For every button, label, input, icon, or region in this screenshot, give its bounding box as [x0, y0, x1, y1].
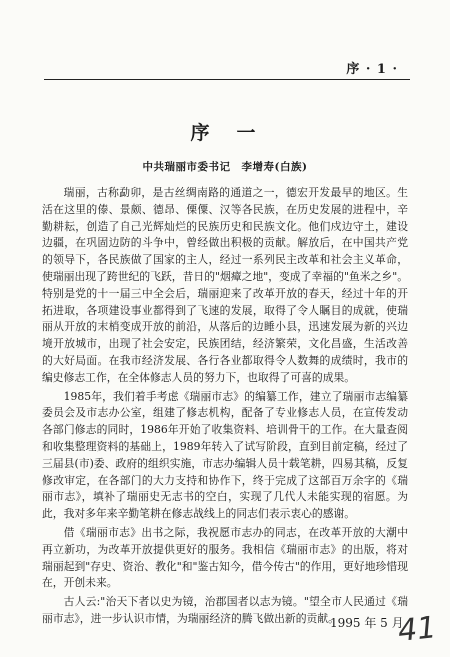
paragraph-1: 瑞丽，古称勐卯，是古丝绸南路的通道之一，德宏开发最早的地区。生活在这里的傣、景颇、德昂、傈僳、汉等各民族，在历史发展的进程中，辛勤耕耘，创造了自己光辉灿烂的民族历史和民族文化。他们戍边守土，建设边疆，在巩固边防的斗争中，曾经做出积极的贡献。解放后，在中国共产党的领导下，各民族做了国家的主人，经过一系列民主改革和社会主义革命，使瑞丽出现了跨世纪的飞跃，昔日的"烟瘴之地"，变成了幸福的"鱼米之乡"。特别是党的十一届三中全会后，瑞丽迎来了改革开放的春天，经过十年的开拓进取，各项建设事业都得到了飞速的发展，取得了令人瞩目的成就，使瑞丽从开放的末梢变成开放的前沿，从落后的边睡小县，迅速发展为新的兴边境开放城市，出现了社会安定，民族团结，经济繁荣，文化昌盛，生活改善的大好局面。在我市经济发展、各行各业都取得令人数舞的成绩时，我市的编史修志工作，在全体修志人员的努力下，也取得了可喜的成果。: [42, 186, 408, 384]
page-header-mark: 序 · 1 ·: [346, 62, 398, 77]
handwritten-page-number: 41: [396, 610, 438, 649]
paragraph-3: 借《瑞丽市志》出书之际，我祝愿市志办的同志，在改革开放的大潮中再立新功，为改革开放提供更好的服务。我相信《瑞丽市志》的出版，将对瑞丽起到"存史、资治、教化"和"鉴古知今，借今传古"的作用，更好地珍惜现在，开创未来。: [42, 525, 408, 590]
page-title: 序 一: [190, 122, 260, 144]
body-text: [42, 185, 408, 630]
paragraph-4: 古人云:"治天下者以史为镜，治郡国者以志为镜。"望全市人民通过《瑞丽市志》，进一步认识市情，为瑞丽经济的腾飞做出新的贡献。: [42, 595, 408, 625]
paragraph-2: 1985年，我们着手考虑《瑞丽市志》的编纂工作，建立了瑞丽市志编纂委员会及市志办公室，组建了修志机构，配备了专业修志人员，在宣传发动各部门修志的同时，1986年开始了收集资料、培训骨干的工作。在大量查阅和收集整理资料的基础上，1989年转入了试写阶段，直到目前定稿，经过了三届县(市)委、政府的组织实施，市志办编辑人员十载笔耕，四易其稿，反复修改审定，在各部门的大力支持和协作下，终于完成了这部百万余字的《瑞丽市志》，填补了瑞丽史无志书的空白，实现了几代人未能实现的宿愿。为此，我对多年来辛勤笔耕在修志战线上的同志们表示衷心的感谢。: [42, 389, 408, 521]
header-rule: [44, 79, 410, 80]
date-line: 1995 年 5 月: [330, 616, 404, 630]
author-byline: 中共瑞丽市委书记 李增寿(白族): [142, 161, 308, 173]
